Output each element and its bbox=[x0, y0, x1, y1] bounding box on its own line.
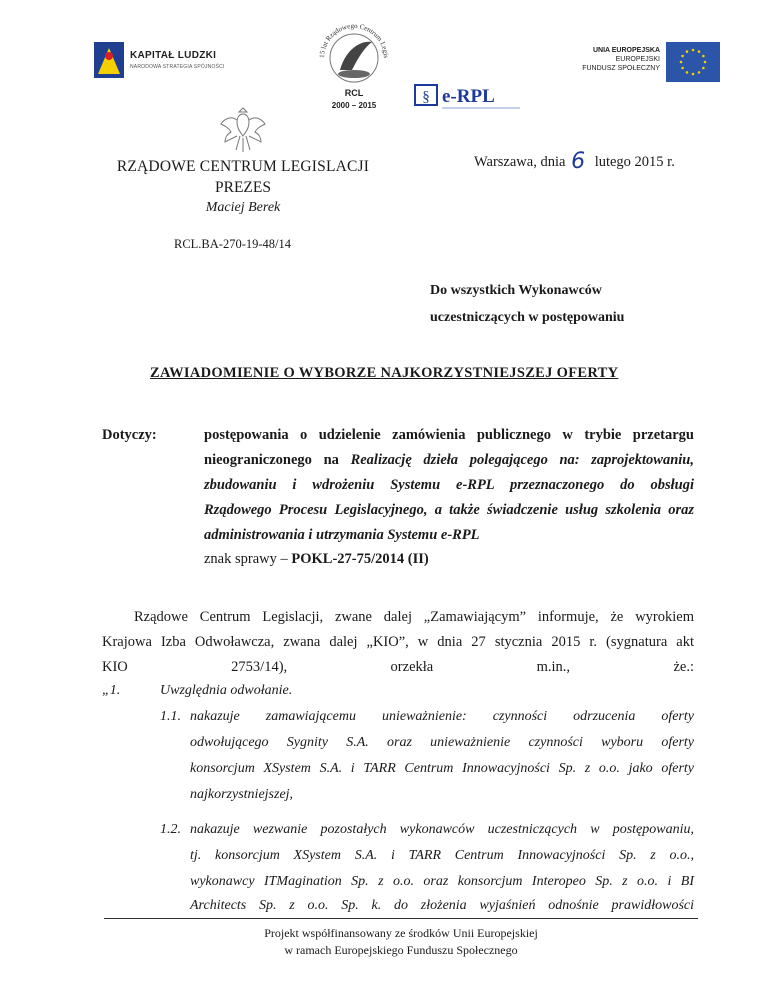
item-1-2-line-2: tj. konsorcjum XSystem S.A. i TARR Centrum Innowacyjności Sp. z o.o., bbox=[190, 848, 694, 863]
item-1-1-number: 1.1. bbox=[160, 709, 181, 724]
e-rpl-name: e-RPL bbox=[442, 86, 495, 107]
eu-union-label: UNIA EUROPEJSKA bbox=[592, 47, 660, 54]
document-title: ZAWIADOMIENIE O WYBORZE NAJKORZYSTNIEJSZEJ OFERTY bbox=[150, 365, 619, 381]
item-1-2-line-4: Architects Sp. z o.o. Sp. k. do złożenia wyjaśnień odnośnie prawidłowości bbox=[190, 898, 694, 913]
e-rpl-logo bbox=[414, 82, 534, 112]
case-prefix: znak sprawy – bbox=[204, 551, 288, 567]
reference-number: RCL.BA-270-19-48/14 bbox=[174, 237, 292, 251]
eu-fund-line2: FUNDUSZ SPOŁECZNY bbox=[582, 65, 660, 72]
footer-divider bbox=[104, 918, 698, 919]
item-1-1-line-1: nakazuje zamawiającemu unieważnienie: czynności odrzucenia oferty bbox=[190, 709, 694, 724]
subject-label: Dotyczy: bbox=[102, 427, 157, 443]
place-prefix: Warszawa, dnia bbox=[474, 154, 566, 170]
addressee-line-2: uczestniczących w postępowaniu bbox=[430, 310, 625, 325]
body-p1-line-3: KIO 2753/14), orzekła m.in., że.: bbox=[102, 659, 694, 675]
case-number-line bbox=[204, 551, 694, 568]
rcl-years: 2000 – 2015 bbox=[331, 101, 377, 110]
eu-fund-line1: EUROPEJSKI bbox=[615, 56, 660, 63]
rcl-abbr: RCL bbox=[344, 88, 364, 98]
case-number: POKL-27-75/2014 (II) bbox=[291, 551, 429, 567]
kapital-ludzki-subtitle: NARODOWA STRATEGIA SPÓJNOŚCI bbox=[130, 64, 225, 70]
eu-flag-icon bbox=[666, 42, 720, 82]
date-suffix: lutego 2015 r. bbox=[594, 154, 675, 170]
item-1-1-line-3: konsorcjum XSystem S.A. i TARR Centrum Innowacyjności Sp. z o.o. jako oferty bbox=[190, 761, 694, 776]
subject-line-1: postępowania o udzielenie zamówienia publicznego w trybie przetargu bbox=[204, 427, 694, 443]
addressee-line-1: Do wszystkich Wykonawców bbox=[430, 283, 602, 298]
handwritten-day: 6 bbox=[571, 149, 586, 174]
item-1-2-number: 1.2. bbox=[160, 822, 181, 837]
institution-role: PREZES bbox=[215, 179, 271, 196]
rcl-ring-text: 15 lat Rządowego Centrum Legis bbox=[317, 21, 391, 59]
item-1-text: Uwzględnia odwołanie. bbox=[160, 683, 293, 698]
item-1-2-line-3: wykonawcy ITMagination Sp. z o.o. oraz konsorcjum Interopeo Sp. z o.o. i BI bbox=[190, 874, 694, 889]
subject-line-4: Rządowego Procesu Legislacyjnego, a także świadczenie usług szkolenia oraz bbox=[204, 502, 694, 518]
subject-line-5: administrowania i utrzymania Systemu e-RPL bbox=[204, 527, 480, 543]
polish-eagle-emblem-icon bbox=[218, 104, 268, 156]
e-rpl-symbol: § bbox=[422, 89, 430, 105]
subject-line-2-italic: Realizację dzieła polegającego na: zaprojektowaniu, bbox=[350, 452, 694, 468]
kapital-ludzki-logo bbox=[94, 42, 244, 82]
institution-name: RZĄDOWE CENTRUM LEGISLACJI bbox=[116, 158, 370, 175]
footer-line-1: Projekt współfinansowany ze środków Unii Europejskiej bbox=[264, 926, 538, 940]
kapital-ludzki-emblem-icon bbox=[94, 42, 124, 78]
kapital-ludzki-title: KAPITAŁ LUDZKI bbox=[130, 50, 217, 61]
item-1-2-line-1: nakazuje wezwanie pozostałych wykonawców uczestniczących w postępowaniu, bbox=[190, 822, 694, 837]
footer-line-2: w ramach Europejskiego Funduszu Społecznego bbox=[284, 943, 518, 957]
subject-line-2 bbox=[204, 452, 694, 469]
subject-line-3: zbudowaniu i wdrożeniu Systemu e-RPL przeznaczonego do obsługi bbox=[204, 477, 694, 493]
eu-logo bbox=[560, 42, 720, 88]
e-rpl-emblem-icon bbox=[414, 82, 534, 112]
item-1-number: „1. bbox=[102, 683, 121, 698]
item-1-1-line-4: najkorzystniejszej, bbox=[190, 787, 294, 802]
subject-line-2-bold: nieograniczonego na bbox=[204, 452, 339, 468]
item-1-1-line-2: odwołującego Sygnity S.A. oraz unieważnienie czynności wyboru oferty bbox=[190, 735, 694, 750]
body-p1-line-1: Rządowe Centrum Legislacji, zwane dalej „Zamawiającym” informuje, że wyrokiem bbox=[134, 609, 694, 625]
rcl-anniversary-logo bbox=[312, 12, 396, 114]
place-and-date bbox=[474, 147, 675, 172]
body-p1-line-2: Krajowa Izba Odwoławcza, zwana dalej „KIO”, w dnia 27 stycznia 2015 r. (sygnatura akt bbox=[102, 634, 694, 650]
rcl-anniversary-emblem-icon bbox=[312, 12, 396, 114]
signatory-name: Maciej Berek bbox=[205, 200, 281, 215]
